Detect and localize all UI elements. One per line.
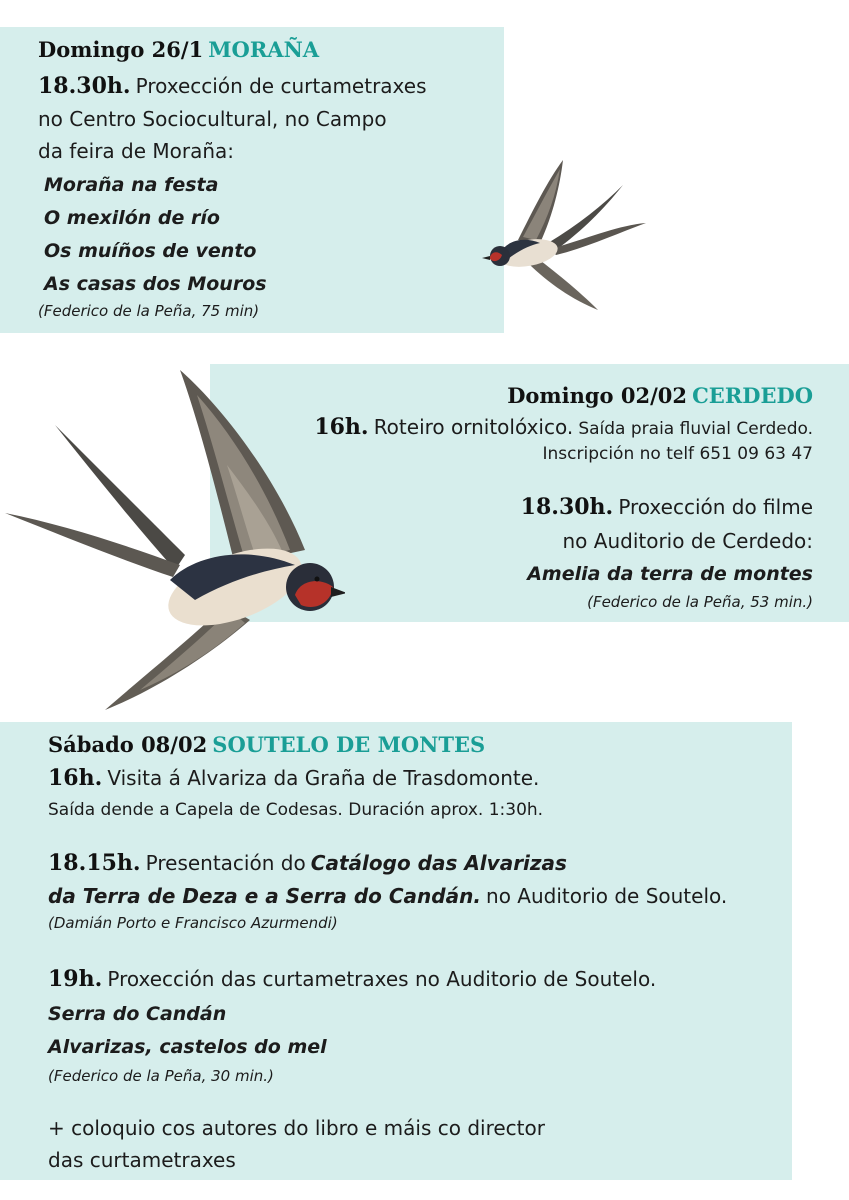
film-title: Os muíños de vento xyxy=(44,240,257,262)
event-activity: Visita á Alvariza da Graña de Trasdomonte. xyxy=(107,766,540,790)
event-heading xyxy=(48,732,485,757)
event-activity: Roteiro ornitolóxico. xyxy=(373,415,574,439)
event-activity: Proxección das curtametraxes no Auditorio de Soutelo. xyxy=(107,967,657,991)
event-time: 16h. xyxy=(314,414,369,440)
swallow-bird-large-icon xyxy=(5,365,345,715)
event-heading xyxy=(38,37,319,62)
event-panel-soutelo xyxy=(0,722,792,1180)
event-description-line: no Auditorio de Cerdedo: xyxy=(562,529,813,553)
event-time: 16h. xyxy=(48,765,103,791)
event-activity-line xyxy=(314,414,813,440)
event-description-line: da feira de Moraña: xyxy=(38,139,235,163)
event-place: MORAÑA xyxy=(208,37,320,62)
event-activity: Proxección do filme xyxy=(618,495,813,519)
event-heading xyxy=(507,383,813,408)
event-activity-line xyxy=(48,966,656,992)
event-place: SOUTELO DE MONTES xyxy=(212,732,486,757)
film-credit: (Federico de la Peña, 30 min.) xyxy=(48,1067,274,1085)
event-activity: Presentación do xyxy=(145,851,306,875)
book-title: da Terra de Deza e a Serra do Candán. xyxy=(48,884,481,908)
event-time: 19h. xyxy=(48,966,103,992)
event-note: Inscripción no telf 651 09 63 47 xyxy=(542,444,813,464)
film-title: Moraña na festa xyxy=(44,174,219,196)
event-description-line xyxy=(48,884,727,908)
event-description-line: no Centro Sociocultural, no Campo xyxy=(38,107,387,131)
swallow-bird-small-icon xyxy=(478,155,648,315)
event-time: 18.15h. xyxy=(48,850,141,876)
book-title: Catálogo das Alvarizas xyxy=(310,851,567,875)
event-activity-line xyxy=(521,494,813,520)
event-place: CERDEDO xyxy=(692,383,813,408)
closing-note: das curtametraxes xyxy=(48,1148,236,1172)
event-note: Saída dende a Capela de Codesas. Duración aprox. 1:30h. xyxy=(48,800,544,820)
film-title: As casas dos Mouros xyxy=(44,273,267,295)
event-time: 18.30h. xyxy=(38,73,131,99)
event-panel-morana xyxy=(0,27,504,333)
film-title: Alvarizas, castelos do mel xyxy=(48,1036,327,1058)
event-activity-line xyxy=(48,765,539,791)
film-title: O mexilón de río xyxy=(44,207,220,229)
film-credit: (Federico de la Peña, 75 min) xyxy=(38,302,260,320)
event-note: Saída praia fluvial Cerdedo. xyxy=(578,419,813,439)
film-credit: (Federico de la Peña, 53 min.) xyxy=(587,593,813,611)
book-credit: (Damián Porto e Francisco Azurmendi) xyxy=(48,914,338,932)
event-day: Domingo 26/1 xyxy=(38,37,204,62)
event-day: Sábado 08/02 xyxy=(48,732,208,757)
film-title: Serra do Candán xyxy=(48,1003,227,1025)
event-time-line xyxy=(38,73,427,99)
film-title: Amelia da terra de montes xyxy=(527,563,813,585)
event-description: Proxección de curtametraxes xyxy=(135,74,427,98)
event-activity-line xyxy=(48,850,567,876)
event-time: 18.30h. xyxy=(520,494,614,520)
event-place-text: no Auditorio de Soutelo. xyxy=(486,884,728,908)
event-day: Domingo 02/02 xyxy=(507,383,687,408)
closing-note: + coloquio cos autores do libro e máis co director xyxy=(48,1116,545,1140)
